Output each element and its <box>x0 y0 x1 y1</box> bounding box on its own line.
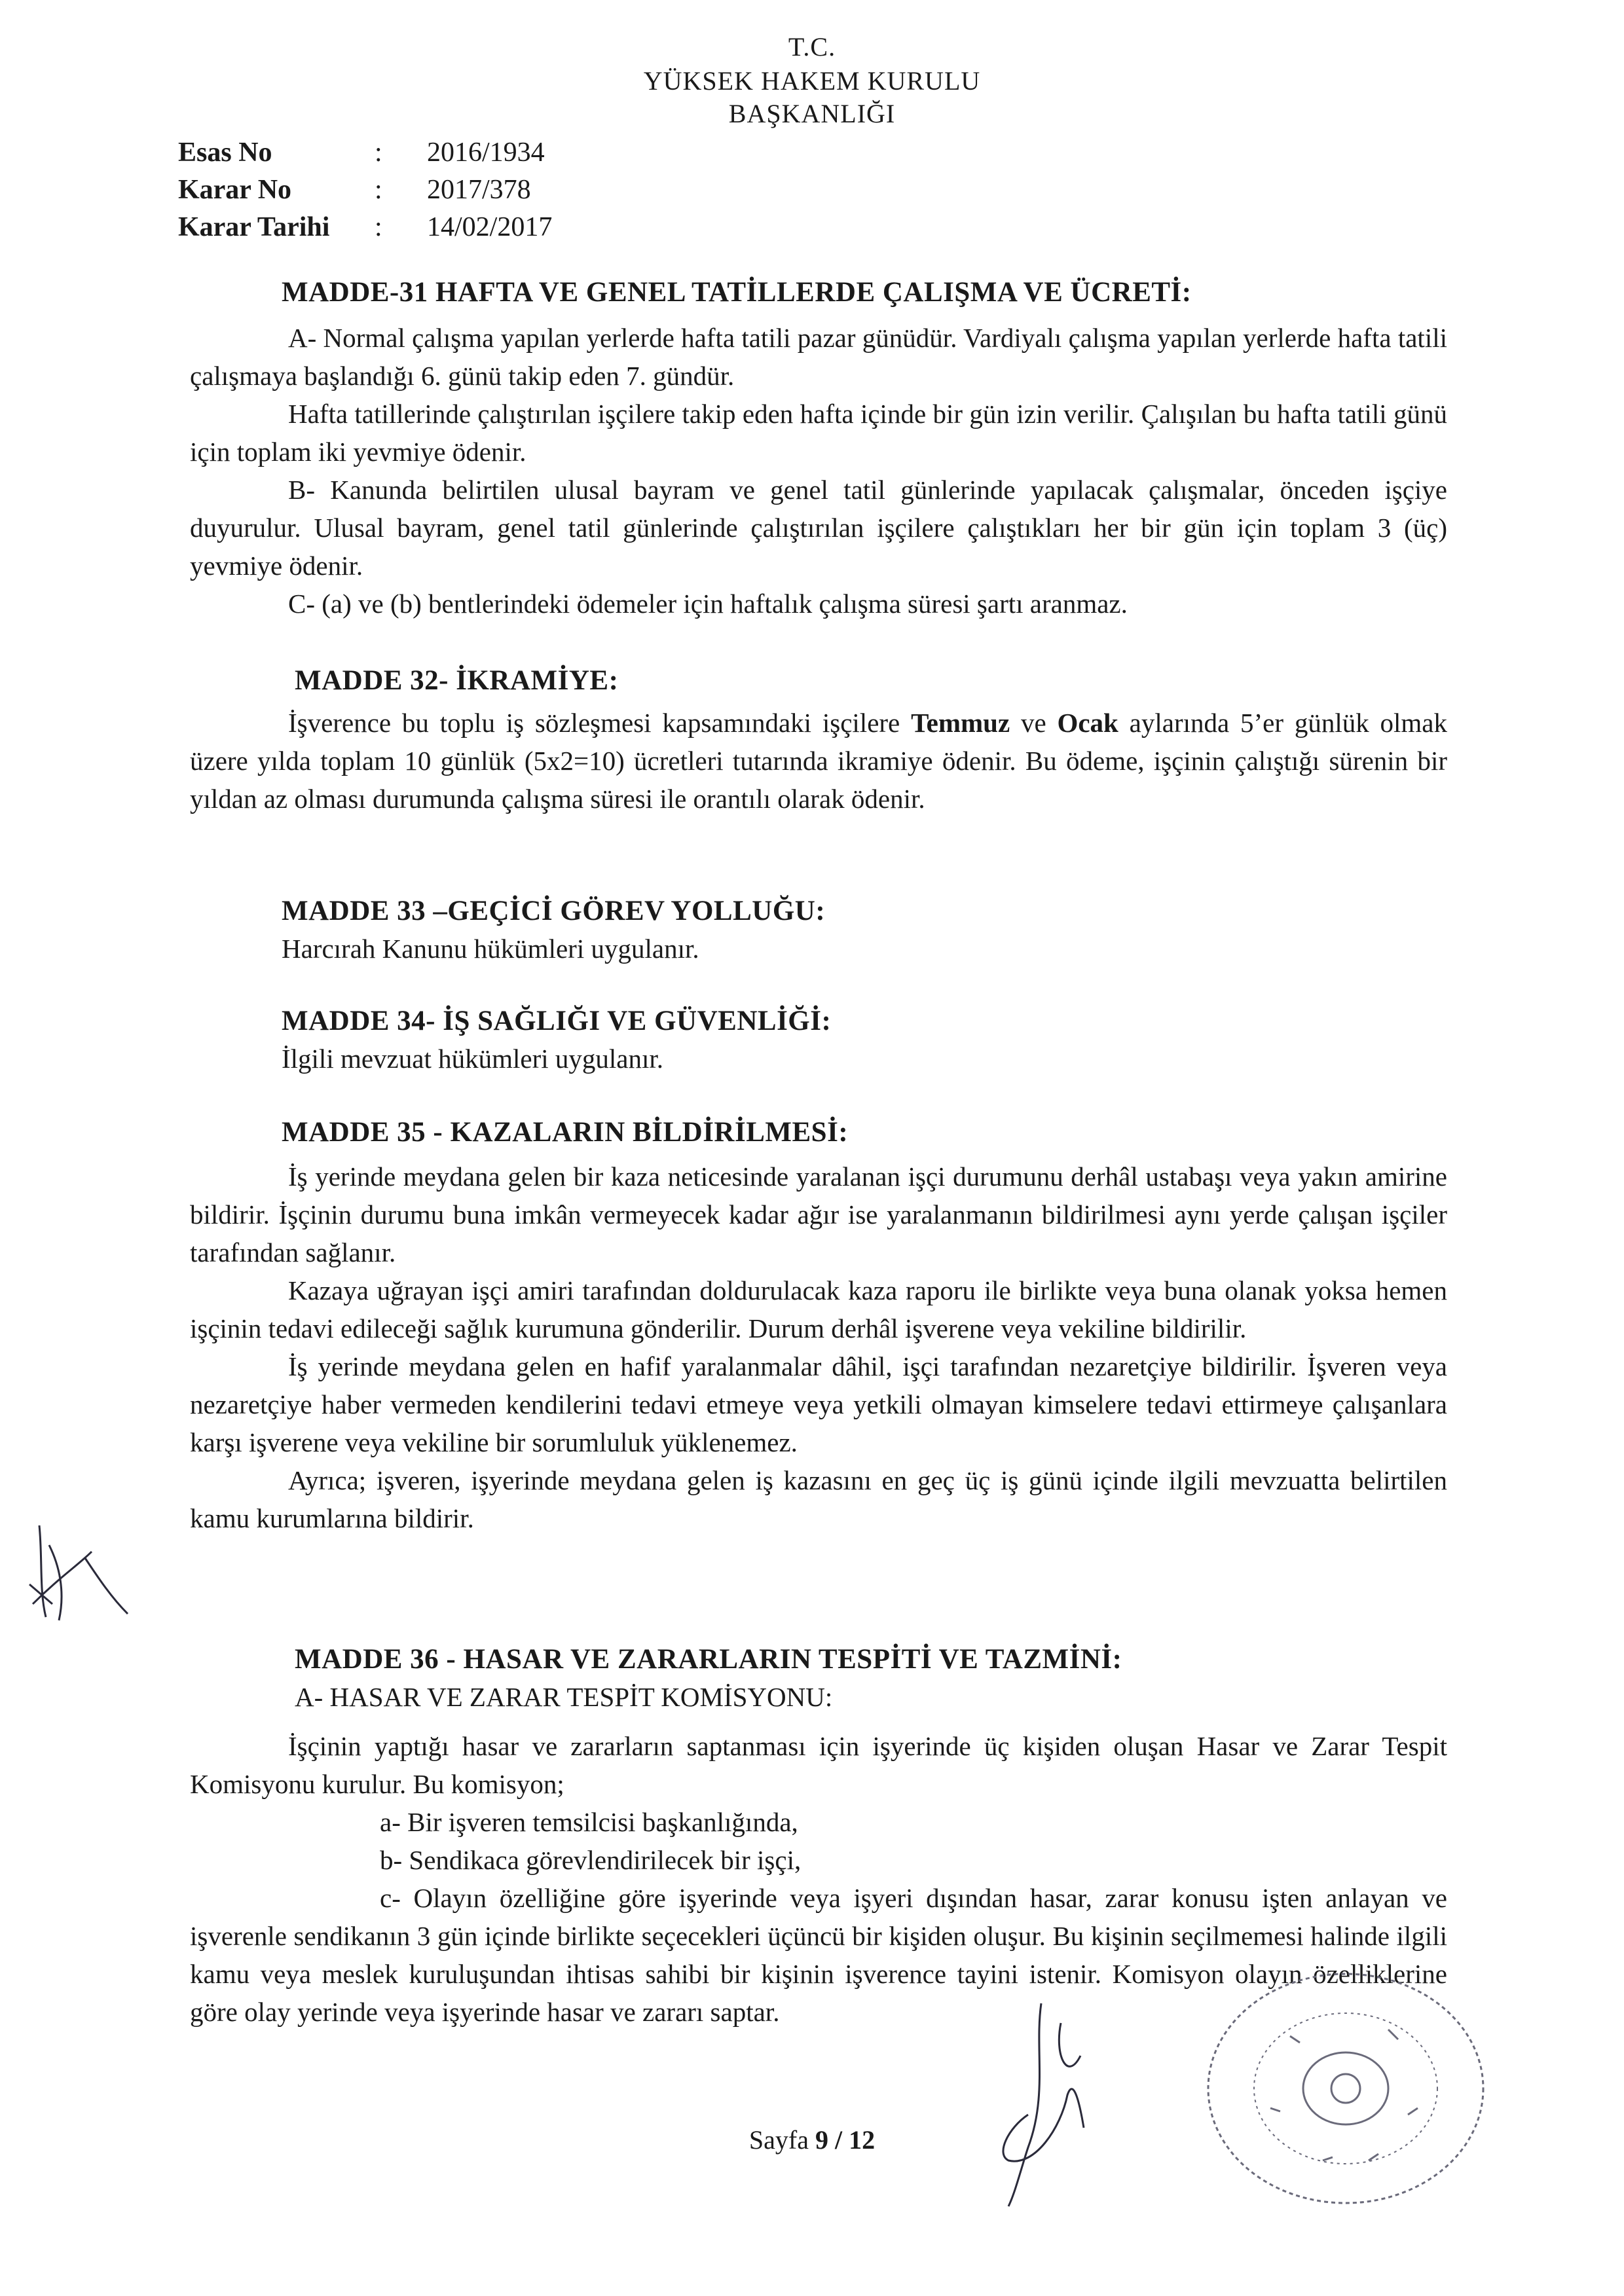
madde-32-title: MADDE 32- İKRAMİYE: <box>295 665 619 696</box>
madde-35-para-3: İş yerinde meydana gelen en hafif yaralanmalar dâhil, işçi tarafından nezaretçiye bildirilir. İşveren veya nezaretçiye haber vermeden kendilerini tedavi etmeye veya yetkili olmayan kimselere tedavi ettirmeye çalışanlara karşı işverene veya vekiline bir sorumluluk yüklenemez. <box>190 1351 1447 1457</box>
madde-31-para-2: Hafta tatillerinde çalıştırılan işçilere takip eden hafta içinde bir gün izin verilir. Çalışılan bu hafta tatili günü için toplam iki yevmiye ödenir. <box>190 399 1447 467</box>
case-info <box>178 134 552 246</box>
madde-33-para: Harcırah Kanunu hükümleri uygulanır. <box>282 934 699 964</box>
header-institution: YÜKSEK HAKEM KURULU <box>643 66 981 96</box>
madde-35-title: MADDE 35 - KAZALARIN BİLDİRİLMESİ: <box>282 1117 849 1148</box>
official-stamp <box>1192 1958 1500 2219</box>
page-number: 9 / 12 <box>815 2125 876 2155</box>
madde-33-title: MADDE 33 –GEÇİCİ GÖREV YOLLUĞU: <box>282 896 826 926</box>
madde-31-title: MADDE-31 HAFTA VE GENEL TATİLLERDE ÇALIŞMA VE ÜCRETİ: <box>282 277 1192 308</box>
madde-33 <box>282 895 1428 968</box>
karar-row <box>178 172 552 209</box>
madde-36-item-a: a- Bir işveren temsilcisi başkanlığında, <box>380 1807 798 1837</box>
madde-36-item-c: c- Olayın özelliğine göre işyerinde veya işyeri dışından hasar, zarar konusu işten anlayan ve işverenle sendikanın 3 gün içinde birlikte seçecekleri üçüncü bir kişiden oluşur. Bu kişinin seçilmemesi halinde ilgili kamu veya meslek kuruluşundan ihtisas sahibi bir kişinin işverence tayini istenir. Komisyon olayın özelliklerine göre olay yerinde veya işyerinde hasar ve zararı saptar. <box>190 1883 1447 2027</box>
madde-32-text-c: ve <box>1010 708 1058 738</box>
madde-34-para: İlgili mevzuat hükümleri uygulanır. <box>282 1044 663 1074</box>
header-presidency: BAŞKANLIĞI <box>728 99 896 128</box>
month-temmuz: Temmuz <box>911 708 1010 738</box>
madde-36-subtitle: A- HASAR VE ZARAR TESPİT KOMİSYONU: <box>295 1682 833 1712</box>
madde-31-title-wrap <box>282 276 1428 308</box>
karar-value: 2017/378 <box>427 175 531 205</box>
madde-31-para-a: A- Normal çalışma yapılan yerlerde hafta tatili pazar günüdür. Vardiyalı çalışma yapılan yerlerde hafta tatili çalışmaya başlandığı 6. günü takip eden 7. gündür. <box>190 323 1447 391</box>
colon: : <box>375 175 382 205</box>
madde-32-para <box>190 704 1447 818</box>
esas-label: Esas No <box>178 137 272 168</box>
madde-36-para-1: İşçinin yaptığı hasar ve zararların saptanması için işyerinde üç kişiden oluşan Hasar ve Zarar Tespit Komisyonu kurulur. Bu komisyon; <box>190 1731 1447 1799</box>
colon: : <box>375 212 382 242</box>
madde-35-title-wrap <box>282 1116 1428 1148</box>
tarih-label: Karar Tarihi <box>178 212 330 242</box>
page-label: Sayfa <box>748 2125 809 2155</box>
month-ocak: Ocak <box>1057 708 1118 738</box>
madde-36-title-wrap <box>295 1643 1441 1716</box>
madde-36-item-b: b- Sendikaca görevlendirilecek bir işçi, <box>380 1845 802 1875</box>
tarih-value: 14/02/2017 <box>427 212 553 242</box>
madde-31-para-b: B- Kanunda belirtilen ulusal bayram ve genel tatil günlerinde yapılacak çalışmalar, önceden işçiye duyurulur. Ulusal bayram, genel tatil günlerinde çalıştırılan işçilere çalıştıkları her bir gün için toplam 3 (üç) yevmiye ödenir. <box>190 475 1447 581</box>
madde-34-title: MADDE 34- İŞ SAĞLIĞI VE GÜVENLİĞİ: <box>282 1006 832 1036</box>
esas-row <box>178 134 552 172</box>
madde-35-para-2: Kazaya uğrayan işçi amiri tarafından doldurulacak kaza raporu ile birlikte veya buna olanak yoksa hemen işçinin tedavi edileceği sağlık kurumuna gönderilir. Durum derhâl işverene veya vekiline bildirilir. <box>190 1275 1447 1343</box>
signature-mark <box>969 1997 1139 2213</box>
madde-35-body <box>190 1157 1447 1537</box>
madde-31-para-c: C- (a) ve (b) bentlerindeki ödemeler için haftalık çalışma süresi şartı aranmaz. <box>288 589 1128 619</box>
madde-32-text-a: İşverence bu toplu iş sözleşmesi kapsamındaki işçilere <box>288 708 912 738</box>
madde-35-para-4: Ayrıca; işveren, işyerinde meydana gelen iş kazasını en geç üç iş günü içinde ilgili mevzuatta belirtilen kamu kurumlarına bildirir. <box>190 1465 1447 1533</box>
colon: : <box>375 137 382 168</box>
karar-label: Karar No <box>178 175 292 205</box>
madde-34 <box>282 1005 1428 1078</box>
madde-32-body <box>190 704 1447 818</box>
header-tc: T.C. <box>788 32 836 62</box>
madde-35-para-1: İş yerinde meydana gelen bir kaza neticesinde yaralanan işçi durumunu derhâl ustabaşı veya yakın amirine bildirir. İşçinin durumu buna imkân vermeyecek kadar ağır ise yaralanmanın bildirilmesi aynı yerde çalışan işçiler tarafından sağlanır. <box>190 1161 1447 1267</box>
madde-31-body <box>190 319 1447 623</box>
madde-32-title-wrap <box>295 665 1408 697</box>
esas-value: 2016/1934 <box>427 137 545 168</box>
madde-36-title: MADDE 36 - HASAR VE ZARARLARIN TESPİTİ VE TAZMİNİ: <box>295 1644 1122 1675</box>
margin-initial-mark <box>13 1506 144 1637</box>
madde-32-text-d: aylarında 5’er günlük olmak üzere yılda toplam 10 günlük (5x2=10) ücretleri tutarında ikramiye ödenir. Bu ödeme, işçinin çalıştığı sürenin bir yıldan az olması durumunda çalışma süresi ile orantılı olarak ödenir. <box>190 708 1448 814</box>
tarih-row <box>178 209 552 246</box>
